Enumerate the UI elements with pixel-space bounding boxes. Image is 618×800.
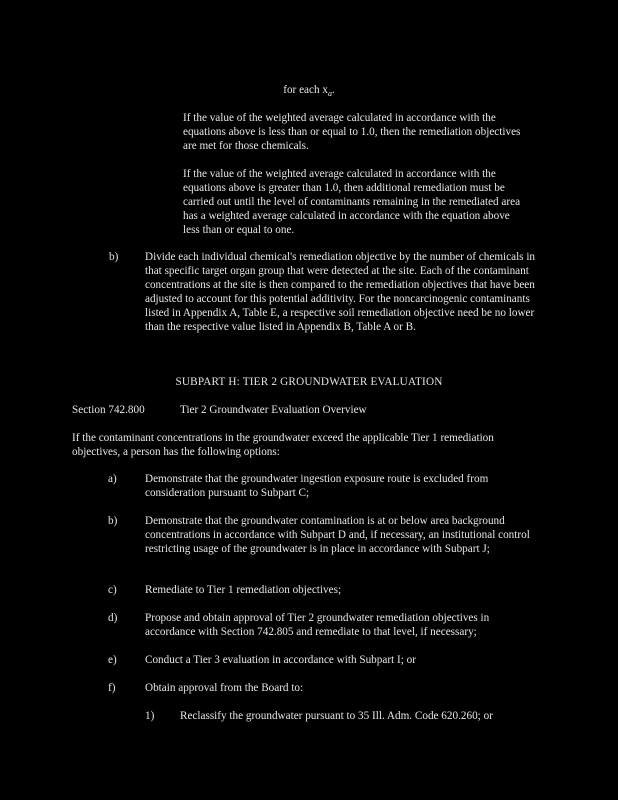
sub-option-1-label: 1) [145, 710, 155, 722]
intro-paragraph: If the contaminant concentrations in the groundwater exceed the applicable Tier 1 remediation objectives, a person has the following options: [72, 432, 494, 458]
section-number: Section 742.800 [72, 404, 145, 416]
paragraph-less-than-one: If the value of the weighted average calculated in accordance with the equations above is less than or equal to 1.0, then the remediation objectives are met for those chemicals. [183, 112, 521, 152]
option-b-text: Demonstrate that the groundwater contamination is at or below area background concentrations in accordance with Subpart D and, if necessary, an institutional control restricting usage of the groundwater is in place in accordance with Subpart J; [145, 515, 530, 555]
option-f-label: f) [108, 682, 116, 694]
item-b-label: b) [109, 251, 119, 263]
section-title: Tier 2 Groundwater Evaluation Overview [180, 404, 367, 416]
for-each-subscript: a [327, 89, 332, 99]
item-b-text: Divide each individual chemical's remediation objective by the number of chemicals in that specific target organ group that were detected at the site. Each of the contaminant concentrations at the site is then compared to the remediation objectives that have been adjusted to account for this potential additivity. For the noncarcinogenic contaminants listed in Appendix A, Table E, a respective soil remediation objective need be no lower than the respective value listed in Appendix B, Table A or B. [145, 251, 536, 333]
for-each-line [0, 83, 618, 101]
paragraph-greater-than-one: If the value of the weighted average calculated in accordance with the equations above is greater than 1.0, then additional remediation must be carried out until the level of contaminants remaining in the remediated area has a weighted average calculated in accordance with the equation above less than or equal to one. [183, 168, 521, 236]
option-e-label: e) [108, 654, 117, 666]
for-each-text: for each x [283, 84, 328, 96]
subpart-heading: SUBPART H: TIER 2 GROUNDWATER EVALUATION [175, 376, 443, 388]
option-f-text: Obtain approval from the Board to: [145, 682, 304, 694]
for-each-end: . [331, 84, 335, 96]
option-d-text: Propose and obtain approval of Tier 2 groundwater remediation objectives in accordance with Section 742.805 and remediate to that level, if necessary; [145, 612, 490, 638]
option-c-label: c) [108, 584, 117, 596]
option-c-text: Remediate to Tier 1 remediation objectives; [145, 584, 342, 596]
option-d-label: d) [108, 612, 118, 624]
option-b-label: b) [108, 515, 118, 527]
option-a-text: Demonstrate that the groundwater ingestion exposure route is excluded from consideration pursuant to Subpart C; [145, 473, 489, 499]
option-a-label: a) [108, 473, 117, 485]
sub-option-1-text: Reclassify the groundwater pursuant to 35 Ill. Adm. Code 620.260; or [180, 710, 493, 722]
option-e-text: Conduct a Tier 3 evaluation in accordance with Subpart I; or [145, 654, 416, 666]
